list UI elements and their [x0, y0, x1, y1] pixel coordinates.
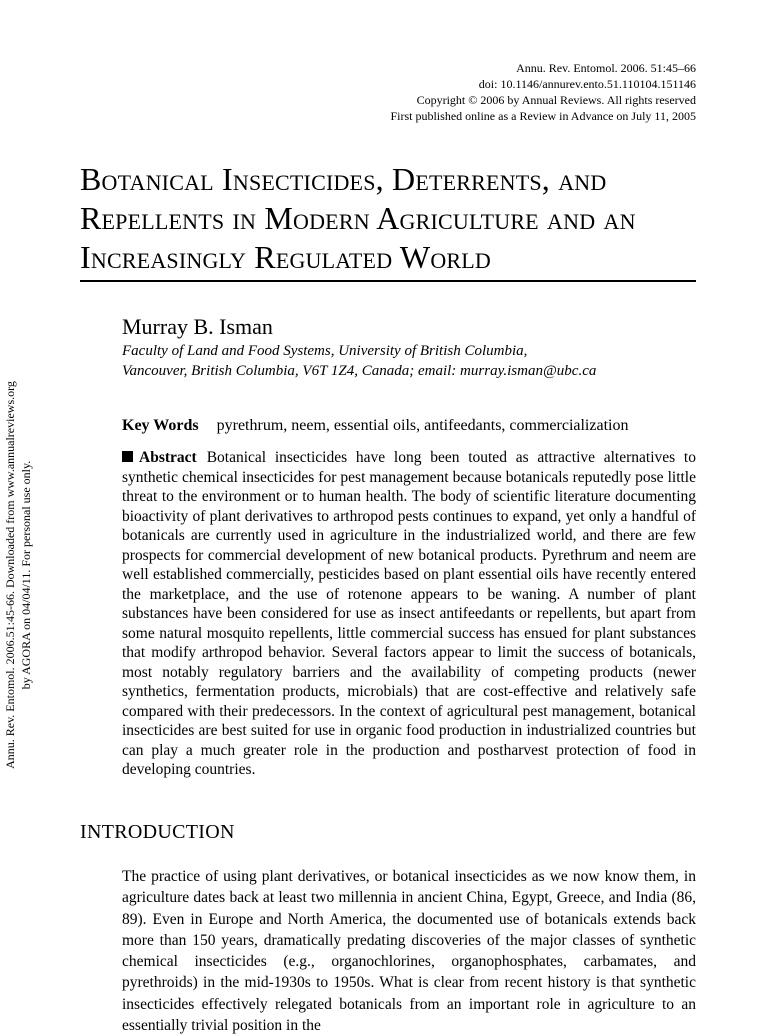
section-heading-introduction: INTRODUCTION	[80, 821, 235, 843]
abstract	[122, 448, 696, 780]
abstract-text: Botanical insecticides have long been touted as attractive alternatives to synthetic chemical insecticides for pest management because botanicals reputedly pose little threat to the environment or to human health. The body of scientific literature documenting bioactivity of plant derivatives to arthropod pests continues to expand, yet only a handful of botanicals are currently used in agriculture in the industrialized world, and there are few prospects for commercial development of new botanical products. Pyrethrum and neem are well established commercially, pesticides based on plant essential oils have recently entered the marketplace, and the use of rotenone appears to be waning. A number of plant substances have been considered for use as insect antifeedants or repellents, but apart from some natural mosquito repellents, little commercial success has ensued for plant substances that modify arthropod behavior. Several factors appear to limit the success of botanicals, most notably regulatory barriers and the availability of competing products (newer synthetics, fermentation products, microbials) that are cost-effective and relatively safe compared with their predecessors. In the context of agricultural pest management, botanical insecticides are best suited for use in organic food production in industrialized countries but can play a much greater role in the production and postharvest protection of food in developing countries.	[122, 449, 696, 778]
journal-header	[390, 60, 696, 124]
square-bullet-icon	[122, 451, 133, 462]
title-divider	[80, 280, 696, 282]
keywords-label: Key Words	[122, 417, 199, 434]
download-note-line-1: Annu. Rev. Entomol. 2006.51:45-66. Downloaded from www.annualreviews.org	[3, 381, 17, 769]
download-note-line-2: by AGORA on 04/04/11. For personal use only.	[19, 460, 33, 690]
author-affiliation	[122, 341, 596, 381]
doi-link[interactable]: doi: 10.1146/annurev.ento.51.110104.151146	[478, 77, 696, 91]
copyright-notice: Copyright © 2006 by Annual Reviews. All rights reserved	[416, 93, 696, 107]
introduction-paragraph: The practice of using plant derivatives, or botanical insecticides as we now know them, in agriculture dates back at least two millennia in ancient China, Egypt, Greece, and India (86, 89). Even in Europe and North America, the documented use of botanicals extends back more than 150 years, dramatically predating discoveries of the major classes of synthetic chemical insecticides (e.g., organochlorines, organophosphates, carbamates, and pyrethroids) in the mid-1930s to 1950s. What is clear from recent history is that synthetic insecticides effectively relegated botanicals from an important role in agriculture to an essentially trivial position in the	[122, 868, 696, 1035]
first-published-note: First published online as a Review in Advance on July 11, 2005	[390, 109, 696, 123]
author-name: Murray B. Isman	[122, 314, 273, 339]
keywords	[122, 416, 628, 436]
article-title: Botanical Insecticides, Deterrents, and Repellents in Modern Agriculture and an Increasingly Regulated World	[80, 161, 636, 275]
abstract-label: Abstract	[139, 449, 197, 466]
keywords-list: pyrethrum, neem, essential oils, antifeedants, commercialization	[216, 417, 629, 434]
affiliation-line-2: Vancouver, British Columbia, V6T 1Z4, Canada; email: murray.isman@ubc.ca	[122, 363, 597, 379]
citation: Annu. Rev. Entomol. 2006. 51:45–66	[516, 61, 696, 75]
download-watermark	[2, 345, 38, 805]
affiliation-line-1: Faculty of Land and Food Systems, University of British Columbia,	[122, 343, 528, 359]
